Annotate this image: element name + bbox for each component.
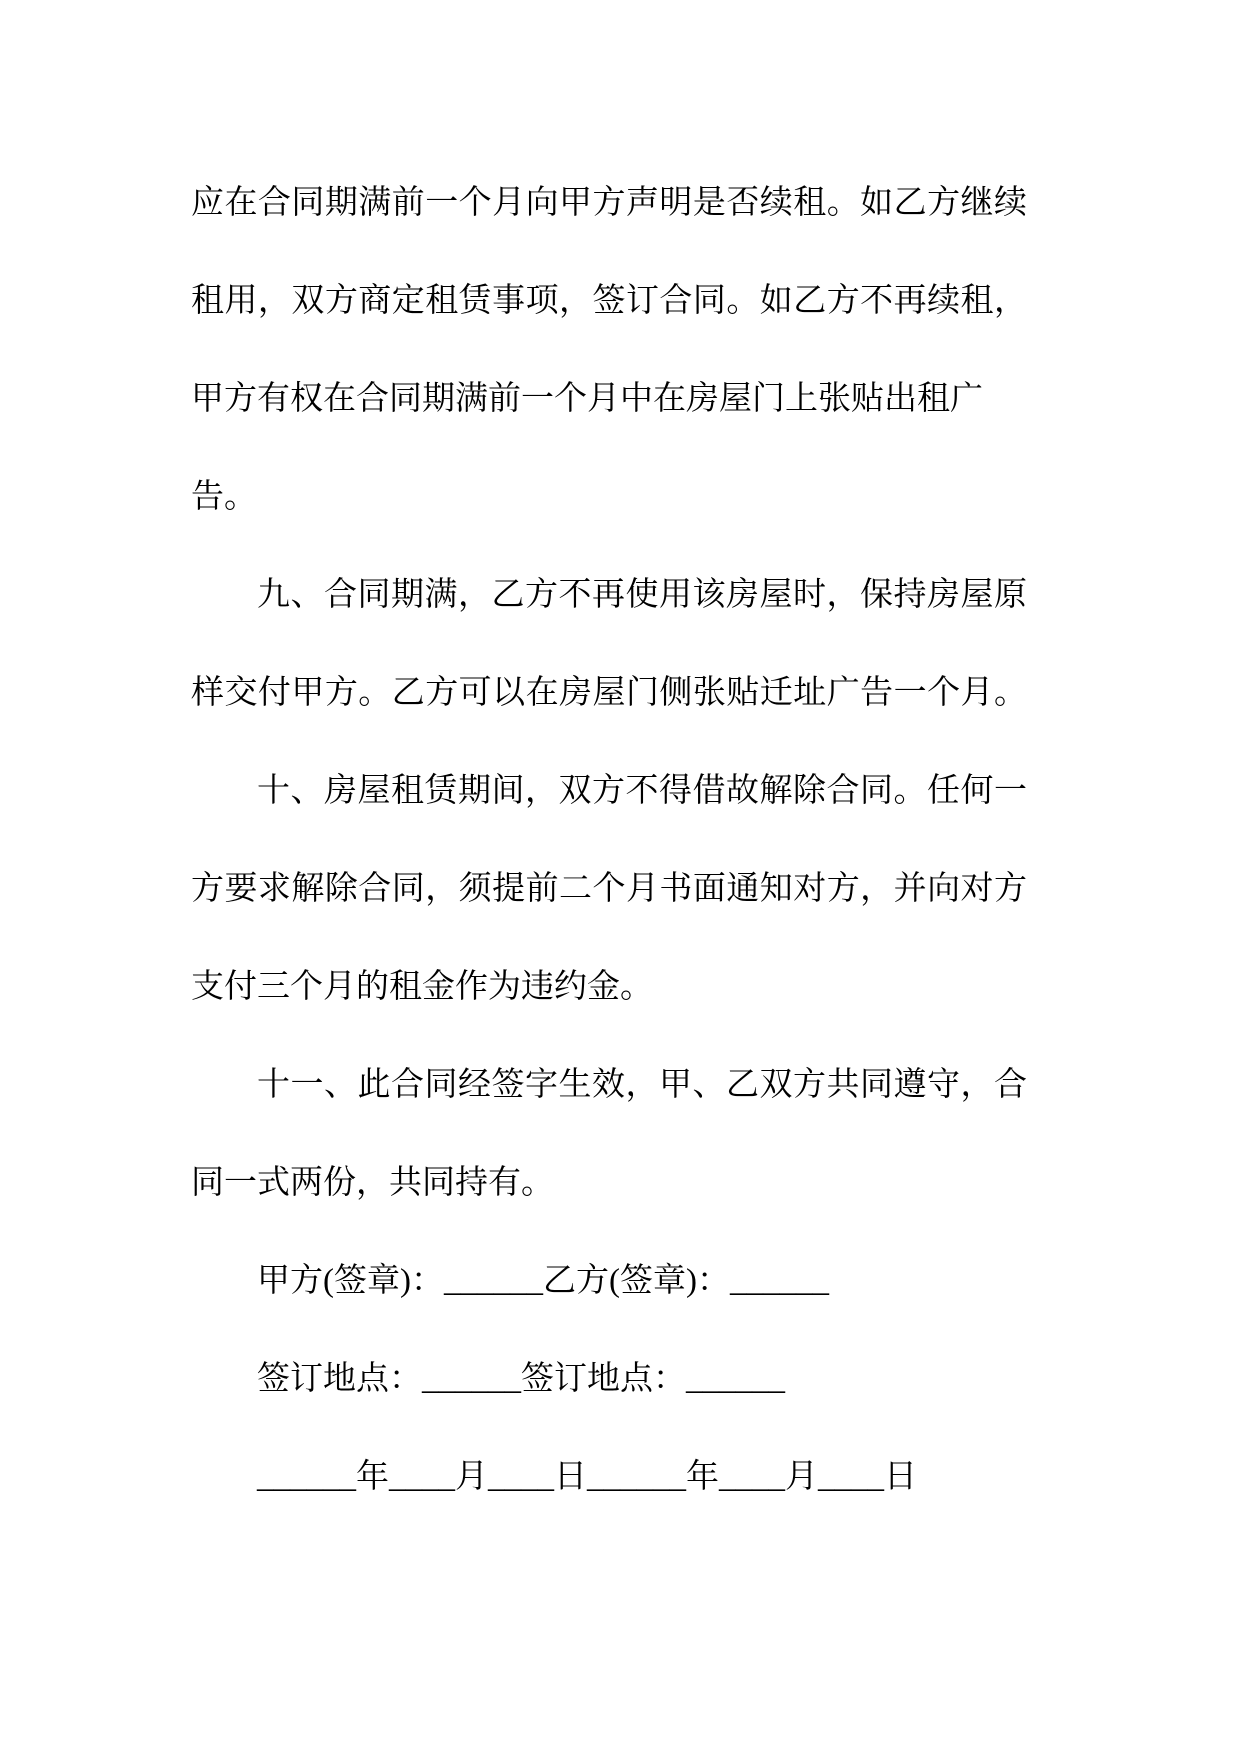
text-line: 应在合同期满前一个月向甲方声明是否续租。如乙方继续 bbox=[191, 185, 1027, 221]
text-line: 九、合同期满，乙方不再使用该房屋时，保持房屋原 bbox=[257, 577, 1027, 613]
signature-line: 甲方(签章)：______乙方(签章)：______ bbox=[257, 1263, 829, 1299]
text-line: 甲方有权在合同期满前一个月中在房屋门上张贴出租广 bbox=[191, 381, 983, 417]
paragraph-clause-ten bbox=[191, 742, 1027, 1036]
signing-place-line: 签订地点：______签订地点：______ bbox=[257, 1361, 785, 1397]
text-line: 十一、此合同经签字生效，甲、乙双方共同遵守，合 bbox=[257, 1067, 1027, 1103]
paragraph-clause-nine bbox=[191, 546, 1027, 742]
text-line: 支付三个月的租金作为违约金。 bbox=[191, 969, 653, 1005]
text-line: 样交付甲方。乙方可以在房屋门侧张贴迁址广告一个月。 bbox=[191, 675, 1027, 711]
signature-block bbox=[191, 1232, 1027, 1526]
text-line: 方要求解除合同，须提前二个月书面通知对方，并向对方 bbox=[191, 871, 1027, 907]
text-line: 租用，双方商定租赁事项，签订合同。如乙方不再续租， bbox=[191, 283, 1027, 319]
document-body bbox=[191, 154, 1027, 1526]
signing-date-line: ______年____月____日______年____月____日 bbox=[257, 1459, 917, 1495]
text-line: 告。 bbox=[191, 479, 257, 515]
text-line: 十、房屋租赁期间，双方不得借故解除合同。任何一 bbox=[257, 773, 1027, 809]
paragraph-clause-eleven bbox=[191, 1036, 1027, 1232]
paragraph-renewal-clause bbox=[191, 154, 1027, 546]
text-line: 同一式两份，共同持有。 bbox=[191, 1165, 554, 1201]
